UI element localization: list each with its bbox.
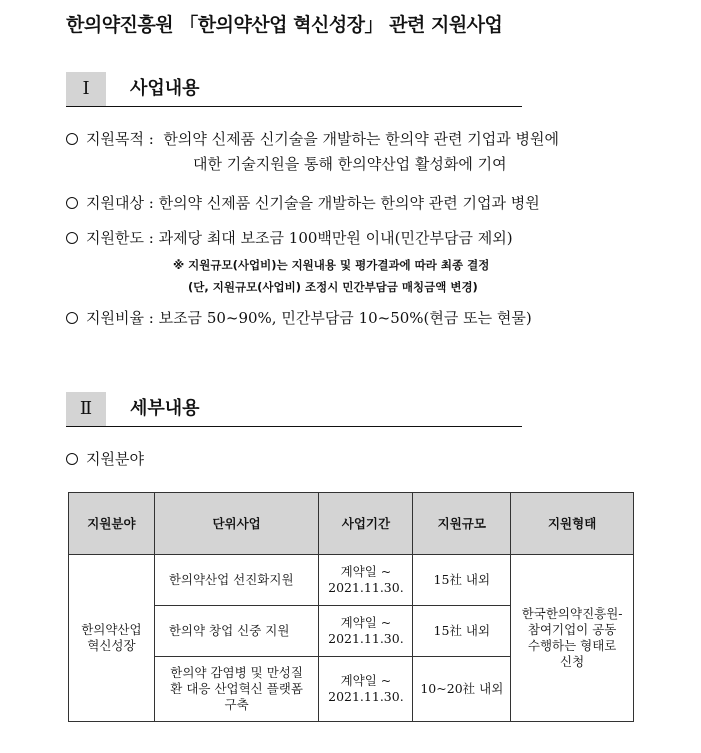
target-item [66, 192, 540, 214]
section-1-header [66, 72, 522, 107]
purpose-item [66, 128, 559, 150]
ratio-item [66, 307, 532, 329]
limit-label: 지원한도 : [86, 229, 154, 247]
header-unit: 단위사업 [154, 493, 319, 555]
period-cell: 계약일 ~ 2021.11.30. [319, 606, 413, 657]
header-period: 사업기간 [319, 493, 413, 555]
limit-item [66, 227, 513, 249]
support-field-item [66, 448, 144, 470]
scale-cell: 10~20社 내외 [413, 657, 511, 722]
purpose-text-continued: 대한 기술지원을 통해 한의약산업 활성화에 기여 [193, 155, 507, 173]
target-label: 지원대상 : [86, 194, 154, 212]
unit-cell: 한의약 창업 신중 지원 [154, 606, 319, 657]
circle-bullet-icon [66, 232, 78, 244]
unit-cell: 한의약산업 선진화지원 [154, 555, 319, 606]
circle-bullet-icon [66, 133, 78, 145]
section-1-number: Ⅰ [66, 72, 106, 106]
section-2-title: 세부내용 [130, 398, 200, 419]
note-line-1: ※ 지원규모(사업비)는 지원내용 및 평가결과에 따라 최종 결정 [173, 258, 490, 272]
table-header-row [69, 493, 634, 555]
support-table [68, 492, 634, 722]
section-2-header [66, 392, 522, 427]
period-cell: 계약일 ~ 2021.11.30. [319, 555, 413, 606]
section-2-number: Ⅱ [66, 392, 106, 426]
unit-cell: 한의약 감염병 및 만성질 환 대응 산업혁신 플랫폼 구축 [154, 657, 319, 722]
scale-cell: 15社 내외 [413, 606, 511, 657]
field-cell: 한의약산업 혁신성장 [69, 555, 155, 722]
ratio-text: 보조금 50~90%, 민간부담금 10~50%(현금 또는 현물) [158, 309, 532, 327]
header-field: 지원분야 [69, 493, 155, 555]
circle-bullet-icon [66, 453, 78, 465]
target-text: 한의약 신제품 신기술을 개발하는 한의약 관련 기업과 병원 [158, 194, 540, 212]
circle-bullet-icon [66, 312, 78, 324]
section-1-title: 사업내용 [130, 78, 200, 99]
purpose-text: 한의약 신제품 신기술을 개발하는 한의약 관련 기업과 병원에 [163, 130, 559, 148]
ratio-label: 지원비율 : [86, 309, 154, 327]
table-row [69, 555, 634, 606]
limit-text: 과제당 최대 보조금 100백만원 이내(민간부담금 제외) [158, 229, 513, 247]
header-scale: 지원규모 [413, 493, 511, 555]
header-type: 지원형태 [511, 493, 634, 555]
period-cell: 계약일 ~ 2021.11.30. [319, 657, 413, 722]
page-title: 한의약진흥원 「한의약산업 혁신성장」 관련 지원사업 [66, 14, 503, 36]
support-field-label: 지원분야 [86, 450, 144, 468]
circle-bullet-icon [66, 197, 78, 209]
purpose-label: 지원목적 : [86, 130, 154, 148]
scale-cell: 15社 내외 [413, 555, 511, 606]
note-line-2: (단, 지원규모(사업비) 조정시 민간부담금 매칭금액 변경) [188, 280, 478, 294]
type-cell: 한국한의약진흥원- 참여기업이 공동 수행하는 형태로 신청 [511, 555, 634, 722]
